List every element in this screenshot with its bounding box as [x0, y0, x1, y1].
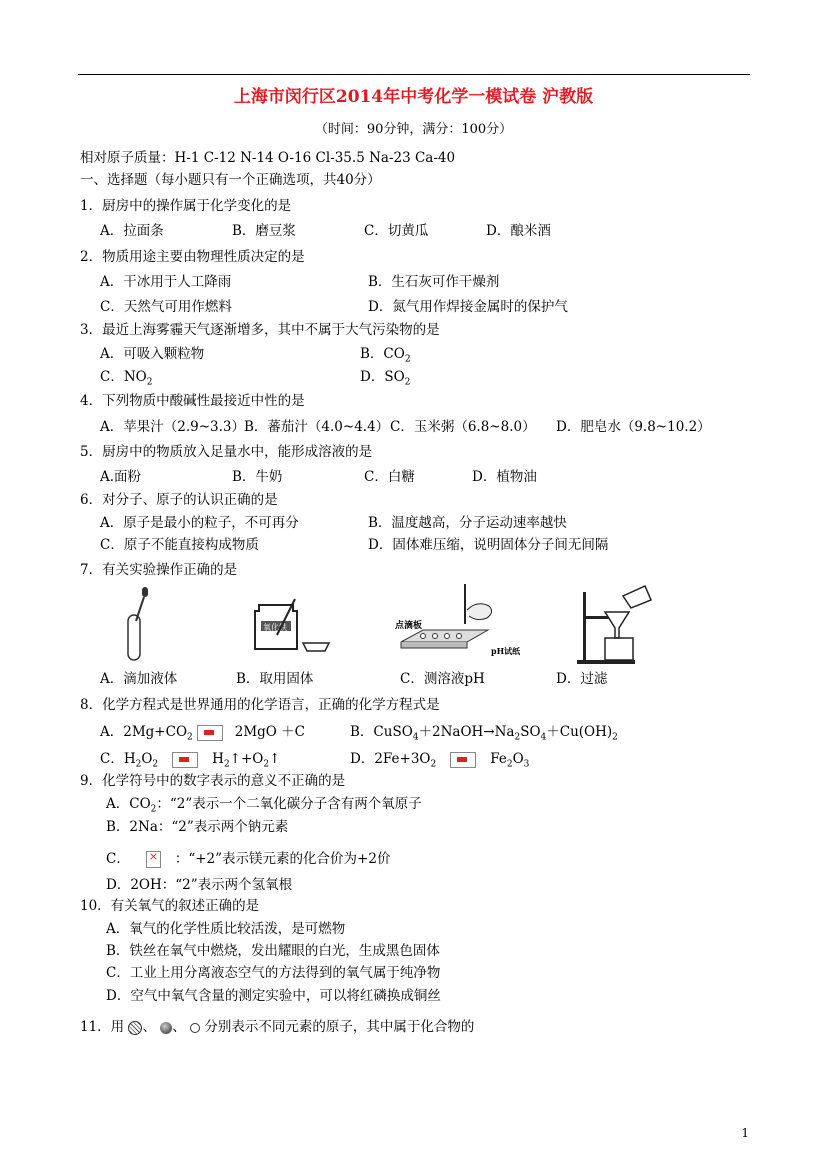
q10-option-c: C．工业上用分离液态空气的方法得到的氧气属于纯净物: [106, 965, 441, 981]
q8-stem: 8．化学方程式是世界通用的化学语言，正确的化学方程式是: [80, 697, 440, 713]
q7-option-a: A．滴加液体: [100, 671, 178, 687]
q4-option-c: C．玉米粥（6.8~8.0）: [390, 419, 536, 435]
q9-option-a: A．$CO_2$：“2”表示一个二氧化碳分子含有两个氧原子: [106, 796, 422, 815]
q2-option-d: D．氮气用作焊接金属时的保护气: [368, 299, 568, 315]
q7-option-d: D．过滤: [556, 671, 608, 687]
q9-option-c: C．× ：“+2”表示镁元素的化合价为+2价: [106, 847, 390, 868]
dropper-test-tube-figure: [118, 585, 178, 665]
atomic-mass-line: 相对原子质量：H-1 C-12 N-14 O-16 Cl-35.5 Na-23 Ca-40: [80, 150, 456, 166]
q7-stem: 7．有关实验操作正确的是: [80, 562, 238, 578]
q1-option-c: C．切黄瓜: [364, 223, 429, 239]
q10-stem: 10．有关氧气的叙述正确的是: [80, 898, 260, 914]
q6-option-c: C．原子不能直接构成物质: [100, 537, 259, 553]
q2-option-c: C．天然气可用作燃料: [100, 299, 232, 315]
q2-option-a: A．干冰用于人工降雨: [100, 274, 232, 290]
q1-option-b: B．磨豆浆: [232, 223, 296, 239]
plate-label: 点滴板: [395, 621, 423, 631]
q6-option-d: D．固体难压缩，说明固体分子间无间隔: [368, 537, 609, 553]
ph-paper-label: pH试纸: [491, 646, 521, 656]
q11-stem: 11．用 、 、 分别表示不同元素的原子，其中属于化合物的: [80, 1019, 475, 1035]
q10-option-d: D．空气中氧气含量的测定实验中，可以将红磷换成铜丝: [106, 988, 441, 1004]
q3-option-a: A．可吸入颗粒物: [100, 346, 205, 362]
dark-atom-icon: [160, 1022, 172, 1034]
q5-option-d: D．植物油: [472, 469, 537, 485]
q8-option-b: B．$CuSO_4+2NaOH\to Na_2SO_4+Cu(OH)_2$: [350, 724, 618, 743]
q2-stem: 2．物质用途主要由物理性质决定的是: [80, 249, 305, 265]
q9-option-b: B．2Na：“2”表示两个钠元素: [106, 819, 289, 835]
solid-jar-figure: [245, 595, 335, 657]
q4-option-b: B．蕃茄汁（4.0~4.4）: [244, 419, 390, 435]
q6-option-b: B．温度越高，分子运动速率越快: [368, 515, 567, 531]
broken-image-icon: [172, 752, 198, 768]
q7-option-c: C．测溶液pH: [400, 671, 485, 687]
q4-option-d: D．肥皂水（9.8~10.2）: [556, 419, 711, 435]
small-atom-icon: [190, 1023, 200, 1033]
broken-image-icon: [146, 851, 161, 868]
q7-option-b: B．取用固体: [236, 671, 314, 687]
q3-option-c: C．$NO_2$: [100, 369, 153, 388]
q10-option-b: B．铁丝在氧气中燃烧，发出耀眼的白光，生成黑色固体: [106, 943, 440, 959]
q5-option-a: A.面粉: [100, 469, 142, 485]
q8-option-d: D．$2Fe+3O_2$ $Fe_2O_3$: [350, 751, 530, 770]
page-number: 1: [741, 1126, 749, 1140]
q9-stem: 9．化学符号中的数字表示的意义不正确的是: [80, 773, 346, 789]
q6-option-a: A．原子是最小的粒子，不可再分: [100, 515, 299, 531]
q1-stem: 1．厨房中的操作属于化学变化的是: [80, 198, 292, 214]
q4-option-a: A．苹果汁（2.9~3.3）: [100, 419, 245, 435]
broken-image-icon: [450, 752, 476, 768]
q1-option-d: D．酿米酒: [486, 223, 551, 239]
section-heading: 一、选择题（每小题只有一个正确选项，共40分）: [80, 172, 381, 188]
q5-stem: 5．厨房中的物质放入足量水中，能形成溶液的是: [80, 444, 373, 460]
jar-label: 氧化铁: [263, 623, 287, 632]
q1-option-a: A．拉面条: [100, 223, 164, 239]
q8-option-a: A．$2Mg+CO_2$ 2MgO ＋C: [100, 724, 305, 743]
q3-option-d: D．$SO_2$: [360, 369, 411, 388]
q10-option-a: A．氧气的化学性质比较活泼，是可燃物: [106, 921, 346, 937]
q9-option-d: D．2OH：“2”表示两个氢氧根: [106, 877, 293, 893]
broken-image-icon: [197, 725, 223, 741]
q3-stem: 3．最近上海雾霾天气逐渐增多，其中不属于大气污染物的是: [80, 322, 440, 338]
filtration-figure: [575, 582, 655, 666]
q5-option-c: C．白糖: [364, 469, 415, 485]
q6-stem: 6．对分子、原子的认识正确的是: [80, 492, 278, 508]
q4-stem: 4．下列物质中酸碱性最接近中性的是: [80, 393, 305, 409]
exam-info: （时间：90分钟，满分：100分）: [314, 122, 513, 137]
ph-test-figure: [393, 584, 533, 664]
q5-option-b: B．牛奶: [232, 469, 283, 485]
hatched-atom-icon: [128, 1021, 142, 1035]
header-rule: [78, 74, 750, 75]
q3-option-b: B．$CO_2$: [360, 346, 411, 365]
q8-option-c: C．$H_2O_2$ $H_2↑+O_2↑$: [100, 751, 281, 770]
q2-option-b: B．生石灰可作干燥剂: [368, 274, 500, 290]
page-title: 上海市闵行区2014年中考化学一模试卷 沪教版: [233, 87, 594, 107]
